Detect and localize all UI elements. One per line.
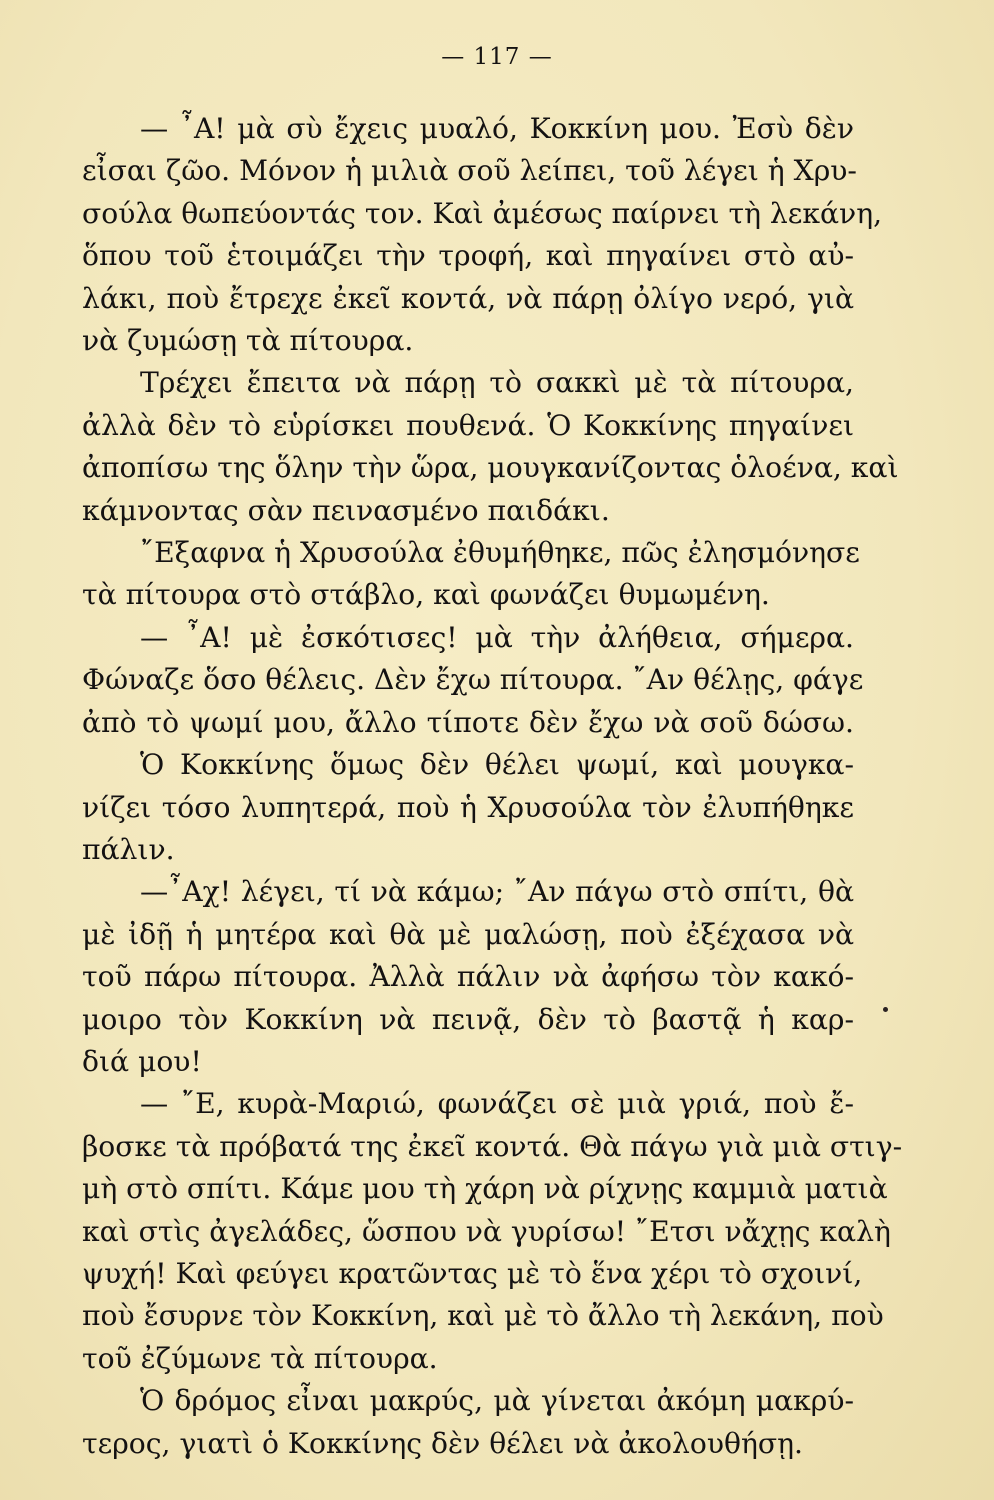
text-line: — ῏Α! μὰ σὺ ἔχεις μυαλό, Κοκκίνη μου. Ἐσὺ δὲν	[140, 112, 854, 145]
text-line: νὰ ζυμώσῃ τὰ πίτουρα.	[82, 324, 414, 358]
text-line: Τρέχει ἔπειτα νὰ πάρῃ τὸ σακκὶ μὲ τὰ πίτουρα,	[140, 366, 854, 400]
text-line: Ὁ δρόμος εἶναι μακρύς, μὰ γίνεται ἀκόμη μακρύ-	[140, 1384, 854, 1418]
page-number: — 117 —	[441, 44, 553, 70]
text-line: Ὁ Κοκκίνης ὅμως δὲν θέλει ψωμί, καὶ μουγκα-	[140, 748, 854, 782]
text-line: ψυχή! Καὶ φεύγει κρατῶντας μὲ τὸ ἕνα χέρι τὸ σχοινί,	[82, 1256, 863, 1290]
text-line: κάμνοντας σὰν πεινασμένο παιδάκι.	[82, 493, 610, 527]
text-line: τοῦ πάρω πίτουρα. Ἀλλὰ πάλιν νὰ ἀφήσω τὸν κακό-	[82, 960, 854, 994]
text-line: τὰ πίτουρα στὸ στάβλο, καὶ φωνάζει θυμωμένη.	[82, 578, 770, 612]
text-line: νίζει τόσο λυπητερά, ποὺ ἡ Χρυσούλα τὸν ἐλυπήθηκε	[82, 790, 854, 824]
text-line: μὲ ἰδῇ ἡ μητέρα καὶ θὰ μὲ μαλώσῃ, ποὺ ἐξέχασα νὰ	[82, 917, 854, 951]
text-line: ῎Εξαφνα ἡ Χρυσούλα ἐθυμήθηκε, πῶς ἐλησμόνησε	[140, 536, 860, 570]
text-line: — ῏Α! μὲ ἐσκότισες! μὰ τὴν ἀλήθεια, σήμερα.	[140, 620, 854, 654]
text-line: ἀλλὰ δὲν τὸ εὑρίσκει πουθενά. Ὁ Κοκκίνης πηγαίνει	[82, 408, 854, 442]
text-line: μοιρο τὸν Κοκκίνη νὰ πεινᾷ, δὲν τὸ βαστᾷ ἡ καρ-	[82, 1002, 854, 1036]
text-line: — ῎Ε, κυρὰ-Μαριώ, φωνάζει σὲ μιὰ γριά, ποὺ ἔ-	[140, 1087, 854, 1121]
text-line: μὴ στὸ σπίτι. Κάμε μου τὴ χάρη νὰ ρίχνῃς καμμιὰ ματιὰ	[82, 1172, 888, 1206]
text-line: ὅπου τοῦ ἑτοιμάζει τὴν τροφή, καὶ πηγαίνει στὸ αὐ-	[82, 239, 854, 273]
text-line: πάλιν.	[82, 832, 175, 866]
text-line: ἀπὸ τὸ ψωμί μου, ἄλλο τίποτε δὲν ἔχω νὰ σοῦ δώσω.	[82, 705, 854, 739]
text-line: εἶσαι ζῶο. Μόνον ἡ μιλιὰ σοῦ λείπει, τοῦ λέγει ἡ Χρυ-	[82, 154, 857, 188]
text-line: βοσκε τὰ πρόβατά της ἐκεῖ κοντά. Θὰ πάγω γιὰ μιὰ στιγ-	[82, 1129, 903, 1163]
text-line: ἀποπίσω της ὅλην τὴν ὥρα, μουγκανίζοντας ὁλοένα, καὶ	[82, 451, 899, 485]
text-line: —῏Αχ! λέγει, τί νὰ κάμω; ῎Αν πάγω στὸ σπίτι, θὰ	[140, 875, 854, 909]
text-line: ποὺ ἔσυρνε τὸν Κοκκίνη, καὶ μὲ τὸ ἄλλο τὴ λεκάνη, ποὺ	[82, 1299, 884, 1333]
text-line: Φώναζε ὅσο θέλεις. Δὲν ἔχω πίτουρα. ῎Αν θέλῃς, φάγε	[82, 663, 864, 697]
ink-speck	[883, 1007, 888, 1012]
body-text	[82, 108, 903, 1465]
text-line: καὶ στὶς ἀγελάδες, ὥσπου νὰ γυρίσω! ῎Ετσι νἄχῃς καλὴ	[82, 1214, 891, 1248]
text-line: σούλα θωπεύοντάς τον. Καὶ ἀμέσως παίρνει τὴ λεκάνη,	[82, 196, 883, 230]
text-line: διά μου!	[82, 1044, 202, 1078]
text-line: λάκι, ποὺ ἔτρεχε ἐκεῖ κοντά, νὰ πάρῃ ὀλίγο νερό, γιὰ	[82, 281, 854, 315]
text-line: τερος, γιατὶ ὁ Κοκκίνης δὲν θέλει νὰ ἀκολουθήσῃ.	[82, 1426, 803, 1460]
text-line: τοῦ ἐζύμωνε τὰ πίτουρα.	[82, 1341, 438, 1375]
